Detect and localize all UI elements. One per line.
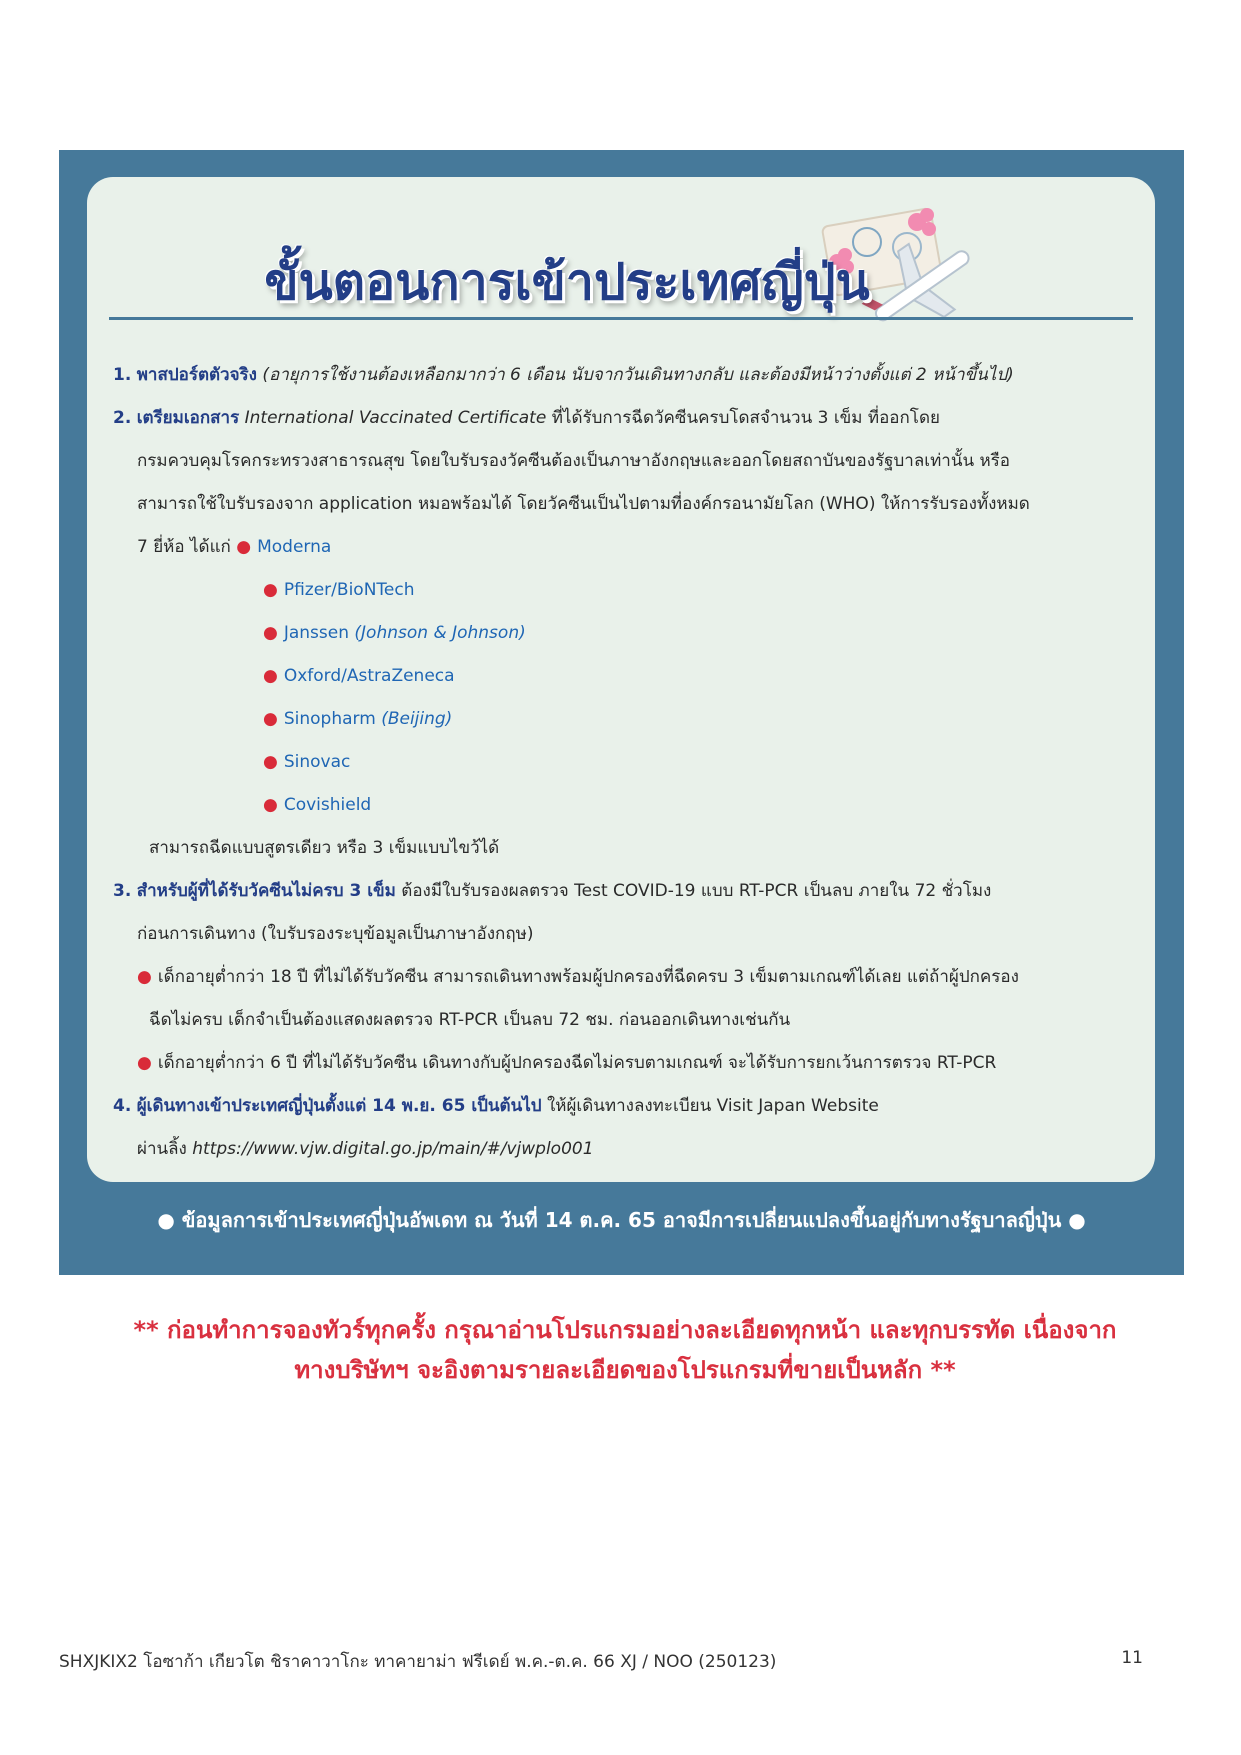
item-number: 2. [113,408,132,428]
vaccine-brand: Pfizer/BioNTech [283,580,415,600]
item-detail: (อายุการใช้งานต้องเหลือกมากว่า 6 เดือน นับจากวันเดินทางกลับ และต้องมีหน้าว่างตั้งแต่ 2 หน้าขึ้นไป) [262,365,1014,385]
item-heading: พาสปอร์ตตัวจริง [136,365,257,385]
vaccine-brand-row [113,784,1153,827]
item-text: ที่ได้รับการฉีดวัคซีนครบโดสจำนวน 3 เข็ม ที่ออกโดย [551,408,940,428]
vaccine-brand: Sinovac [283,752,351,772]
program-code-footer: SHXJKIX2 โอซาก้า เกียวโต ชิราคาวาโกะ ทาคายาม่า ฟรีเดย์ พ.ค.-ต.ค. 66 XJ / NOO (250123) [59,1652,777,1672]
vaccine-brand: Oxford/AstraZeneca [283,666,455,686]
warning-line-2: ทางบริษัทฯ จะอิงตามรายละเอียดของโปรแกรมที่ขายเป็นหลัก ** [294,1356,956,1384]
bullet-text: เด็กอายุต่ำกว่า 6 ปี ที่ไม่ได้รับวัคซีน เดินทางกับผู้ปกครองฉีดไม่ครบตามเกณฑ์ จะได้รับการยกเว้นการตรวจ RT-PCR [157,1053,997,1073]
item-2 [113,397,1153,440]
item-number: 4. [113,1096,132,1116]
info-frame [59,150,1184,1275]
item-number: 3. [113,881,132,901]
page-title: ขั้นตอนการเข้าประเทศญี่ปุ่น [264,253,870,311]
bullet-icon: ● [263,752,278,772]
bullet-icon: ● [263,666,278,686]
item-1 [113,354,1153,397]
vaccine-brand-row [113,698,1153,741]
item-number: 1. [113,365,132,385]
item-2-note: สามารถฉีดแบบสูตรเดียว หรือ 3 เข็มแบบไขว้ได้ [149,838,500,858]
vaccine-brand-extra: (Johnson & Johnson) [354,623,526,643]
vaccine-brand-row [113,655,1153,698]
vaccine-brand-row [113,741,1153,784]
item-heading: เตรียมเอกสาร [136,408,240,428]
vaccine-brand: Sinopharm [283,709,376,729]
link-prefix: ผ่านลิ้ง [137,1139,187,1159]
item-3-bullet-1 [113,956,1153,999]
item-3-bullet-2 [113,1042,1153,1085]
booking-warning [80,1310,1170,1390]
item-2-line-2: กรมควบคุมโรคกระทรวงสาธารณสุข โดยใบรับรองวัคซีนต้องเป็นภาษาอังกฤษและออกโดยสถาบันของรัฐบาลเท่านั้น หรือ [137,451,1011,471]
bullet-icon: ● [263,580,278,600]
brands-prefix: 7 ยี่ห้อ ได้แก่ [137,537,231,557]
item-4-line-2 [113,1128,1153,1171]
item-heading: สำหรับผู้ที่ได้รับวัคซีนไม่ครบ 3 เข็ม [136,881,396,901]
certificate-name: International Vaccinated Certificate [244,408,547,428]
bullet-icon: ● [137,1053,152,1073]
vjw-link[interactable]: https://www.vjw.digital.go.jp/main/#/vjwplo001 [192,1139,594,1159]
item-heading: ผู้เดินทางเข้าประเทศญี่ปุ่นตั้งแต่ 14 พ.ย. 65 เป็นต้นไป [136,1096,542,1116]
bullet-icon: ● [263,795,278,815]
item-text: ต้องมีใบรับรองผลตรวจ Test COVID-19 แบบ RT-PCR เป็นลบ ภายใน 72 ชั่วโมง [401,881,992,901]
vaccine-brand: Janssen [283,623,349,643]
requirements-list [113,354,1153,1171]
item-4 [113,1085,1153,1128]
bullet-icon: ● [236,537,252,557]
vaccine-brand-extra: (Beijing) [381,709,453,729]
item-2-line-4 [113,526,1153,569]
item-3 [113,870,1153,913]
warning-line-1: ** ก่อนทำการจองทัวร์ทุกครั้ง กรุณาอ่านโปรแกรมอย่างละเอียดทุกหน้า และทุกบรรทัด เนื่องจาก [133,1316,1117,1344]
item-3-line-2: ก่อนการเดินทาง (ใบรับรองระบุข้อมูลเป็นภาษาอังกฤษ) [137,924,534,944]
bullet-text: เด็กอายุต่ำกว่า 18 ปี ที่ไม่ได้รับวัคซีน สามารถเดินทางพร้อมผู้ปกครองที่ฉีดครบ 3 เข็มตามเกณฑ์ได้เลย แต่ถ้าผู้ปกครอง [157,967,1019,987]
vaccine-brand-row [113,569,1153,612]
vaccine-brand: Covishield [283,795,372,815]
bullet-icon: ● [137,967,152,987]
vaccine-brand-row [113,612,1153,655]
page-number: 11 [1121,1648,1143,1668]
update-banner: ● ข้อมูลการเข้าประเทศญี่ปุ่นอัพเดท ณ วันที่ 14 ต.ค. 65 อาจมีการเปลี่ยนแปลงขึ้นอยู่กับทางรัฐบาลญี่ปุ่น ● [157,1208,1086,1232]
title-divider [109,317,1133,320]
vaccine-brand: Moderna [257,537,332,557]
bullet-icon: ● [263,709,278,729]
item-2-line-3: สามารถใช้ใบรับรองจาก application หมอพร้อมได้ โดยวัคซีนเป็นไปตามที่องค์กรอนามัยโลก (WHO) ให้การรับรองทั้งหมด [137,494,1030,514]
item-text: ให้ผู้เดินทางลงทะเบียน Visit Japan Website [546,1096,879,1116]
item-3-bullet-1-cont: ฉีดไม่ครบ เด็กจำเป็นต้องแสดงผลตรวจ RT-PCR เป็นลบ 72 ชม. ก่อนออกเดินทางเช่นกัน [149,1010,791,1030]
info-card [87,177,1155,1182]
bullet-icon: ● [263,623,278,643]
